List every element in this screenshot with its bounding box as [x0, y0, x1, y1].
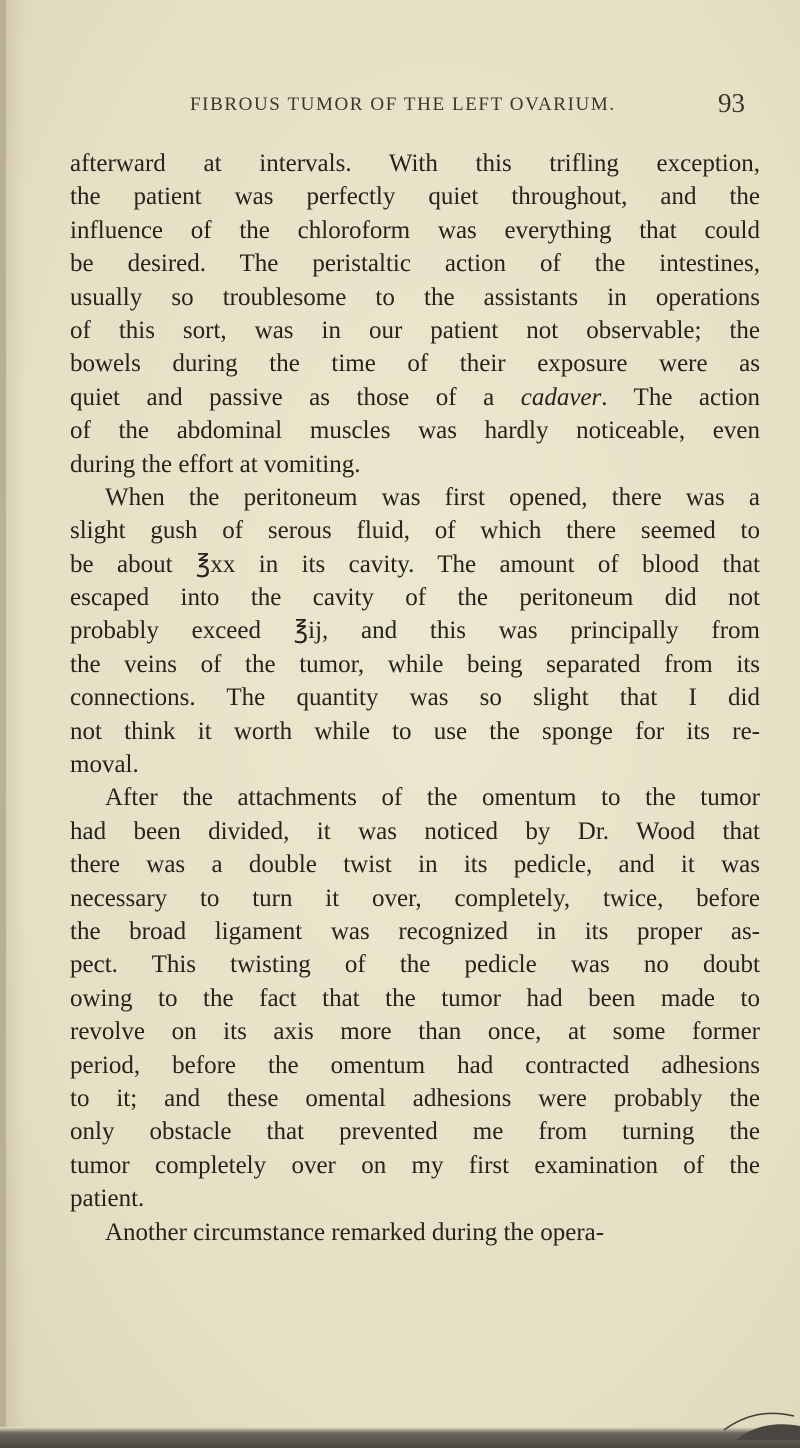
text-segment: After the attachments of the omentum to the tumor [105, 784, 760, 812]
text-line [70, 314, 760, 347]
text-line [70, 281, 760, 314]
page-bottom-shadow [0, 1427, 800, 1448]
text-line [70, 581, 760, 614]
text-segment: necessary to turn it over, completely, twice, before [70, 884, 760, 912]
text-segment: usually so troublesome to the assistants in operations [70, 283, 760, 311]
text-segment: Another circumstance remarked during the opera- [105, 1218, 605, 1246]
text-segment: only obstacle that prevented me from turning the [70, 1118, 760, 1146]
text-line [70, 381, 760, 414]
text-line [70, 214, 760, 247]
text-line [70, 1049, 760, 1082]
text-segment: tumor completely over on my first examination of the [70, 1151, 760, 1179]
text-line [70, 1149, 760, 1182]
text-segment: of the abdominal muscles was hardly noticeable, even [70, 417, 760, 445]
text-segment: owing to the fact that the tumor had been made to [70, 984, 760, 1012]
text-line [70, 1015, 760, 1048]
body-text [70, 147, 760, 1249]
italic-word: cadaver [520, 383, 602, 411]
text-line [70, 848, 760, 881]
text-line [70, 414, 760, 447]
text-line [70, 1115, 760, 1148]
text-line [70, 982, 760, 1015]
text-line [70, 681, 760, 714]
text-segment: . The action [601, 383, 761, 411]
text-segment: probably exceed ℥ij, and this was principally from [70, 617, 760, 645]
text-line [70, 448, 760, 481]
text-segment: of this sort, was in our patient not observable; the [70, 316, 760, 344]
text-segment: slight gush of serous fluid, of which there seemed to [70, 517, 760, 545]
text-segment: quiet and passive as those of a [70, 383, 521, 411]
running-head: FIBROUS TUMOR OF THE LEFT OVARIUM. [190, 94, 616, 115]
text-segment: patient. [70, 1185, 145, 1213]
text-line [70, 548, 760, 581]
text-segment: during the effort at vomiting. [70, 450, 361, 478]
text-line [70, 180, 760, 213]
text-segment: pect. This twisting of the pedicle was no doubt [70, 951, 760, 979]
text-line [70, 1082, 760, 1115]
page-curl-decoration [716, 1400, 800, 1440]
text-line [70, 1182, 760, 1215]
text-line [70, 915, 760, 948]
text-line [70, 614, 760, 647]
text-segment: bowels during the time of their exposure were as [70, 350, 760, 378]
text-segment: influence of the chloroform was everything that could [70, 216, 760, 244]
text-line [70, 347, 760, 380]
text-segment: connections. The quantity was so slight that I did [70, 684, 760, 712]
text-segment: When the peritoneum was first opened, there was a [105, 483, 760, 511]
text-segment: revolve on its axis more than once, at some former [70, 1018, 760, 1046]
text-segment: the broad ligament was recognized in its proper as- [70, 917, 760, 945]
page-binding-edge [0, 0, 6, 1448]
text-line [70, 715, 760, 748]
text-segment: there was a double twist in its pedicle, and it was [70, 851, 760, 879]
text-segment: be about ℥xx in its cavity. The amount of blood that [70, 550, 760, 578]
text-segment: the veins of the tumor, while being separated from its [70, 650, 760, 678]
text-line [70, 514, 760, 547]
text-line [70, 748, 760, 781]
text-line [70, 481, 760, 514]
text-line [70, 948, 760, 981]
text-segment: moval. [70, 751, 139, 779]
text-segment: to it; and these omental adhesions were probably the [70, 1084, 760, 1112]
text-line [70, 882, 760, 915]
text-segment: had been divided, it was noticed by Dr. Wood that [70, 817, 760, 845]
text-segment: escaped into the cavity of the peritoneum did not [70, 584, 760, 612]
text-line [70, 815, 760, 848]
text-segment: not think it worth while to use the sponge for its re- [70, 717, 760, 745]
text-segment: period, before the omentum had contracted adhesions [70, 1051, 760, 1079]
text-line [70, 781, 760, 814]
text-line [70, 1216, 760, 1249]
text-segment: afterward at intervals. With this trifling exception, [70, 150, 760, 177]
text-line [70, 247, 760, 280]
text-segment: be desired. The peristaltic action of the intestines, [70, 250, 760, 278]
text-line [70, 147, 760, 180]
page-header [0, 88, 800, 128]
text-line [70, 648, 760, 681]
page-number: 93 [718, 88, 745, 118]
text-segment: the patient was perfectly quiet throughout, and the [70, 183, 760, 211]
